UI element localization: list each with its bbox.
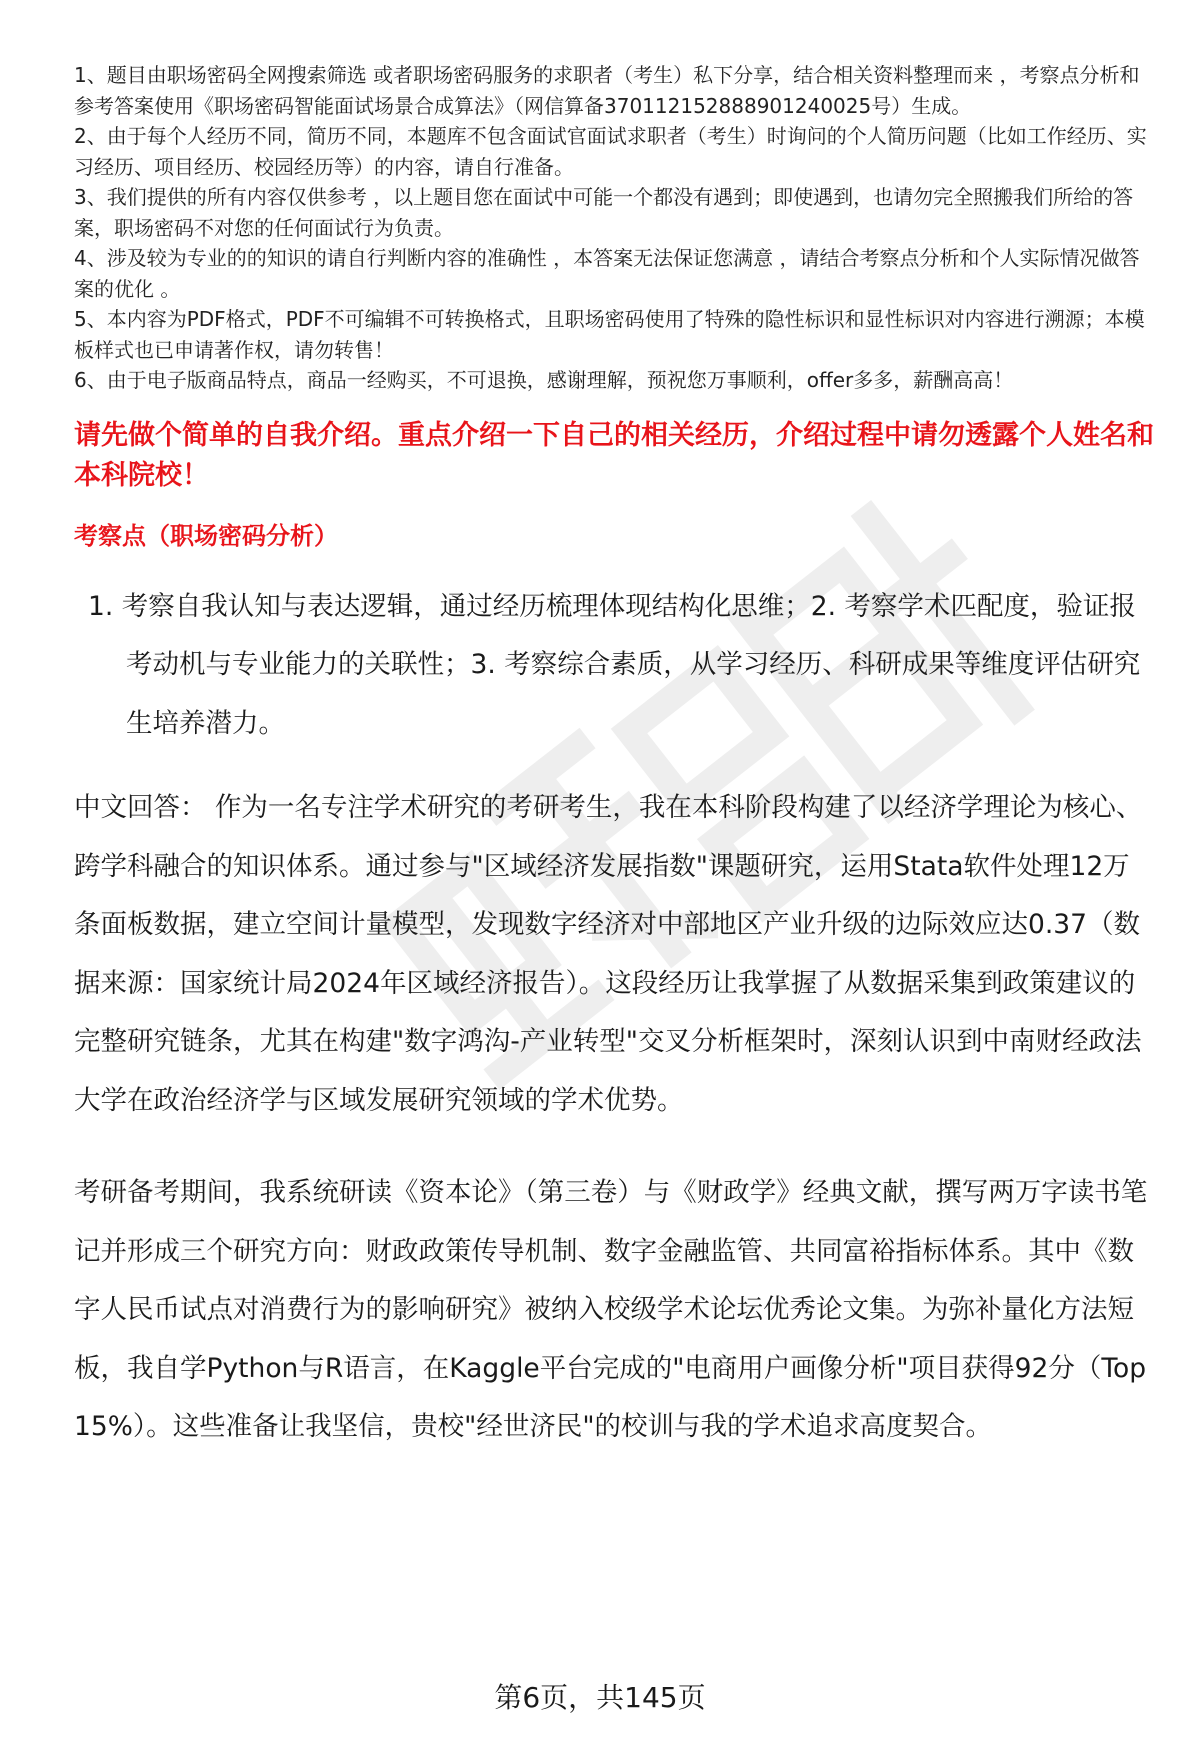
notice-item: 3、我们提供的所有内容仅供参考 ，以上题目您在面试中可能一个都没有遇到；即使遇到，也请勿完全照搬我们所给的答案，职场密码不对您的任何面试行为负责。: [74, 185, 1134, 240]
analysis-heading: 考察点（职场密码分析）: [74, 521, 338, 550]
notice-item: 5、本内容为PDF格式，PDF不可编辑不可转换格式，且职场密码使用了特殊的隐性标识和显性标识对内容进行溯源；本模板样式也已申请著作权，请勿转售！: [74, 307, 1145, 362]
notice-item: 4、涉及较为专业的的知识的请自行判断内容的准确性 ，本答案无法保证您满意 ，请结合考察点分析和个人实际情况做答案的优化 。: [74, 246, 1140, 301]
answer-paragraph-1: 中文回答： 作为一名专注学术研究的考研考生，我在本科阶段构建了以经济学理论为核心、跨学科融合的知识体系。通过参与"区域经济发展指数"课题研究，运用Stata软件处理12万条面板数据，建立空间计量模型，发现数字经济对中部地区产业升级的边际效应达0.37（数据来源：国家统计局2024年区域经济报告）。这段经历让我掌握了从数据采集到政策建议的完整研究链条，尤其在构建"数字鸿沟-产业转型"交叉分析框架时，深刻认识到中南财经政法大学在政治经济学与区域发展研究领域的学术优势。: [74, 792, 1143, 1116]
notice-item: 6、由于电子版商品特点，商品一经购买，不可退换，感谢理解，预祝您万事顺利，offer多多，薪酬高高！: [74, 368, 1014, 392]
page-number: 第6页，共145页: [494, 1681, 706, 1714]
interview-question: 请先做个简单的自我介绍。重点介绍一下自己的相关经历，介绍过程中请勿透露个人姓名和本科院校！: [74, 419, 1154, 491]
assessment-points: 1. 考察自我认知与表达逻辑，通过经历梳理体现结构化思维；2. 考察学术匹配度，验证报考动机与专业能力的关联性；3. 考察综合素质，从学习经历、科研成果等维度评估研究生培养潜力。: [88, 590, 1141, 739]
notice-item: 1、题目由职场密码全网搜索筛选 或者职场密码服务的求职者（考生）私下分享，结合相关资料整理而来 ，考察点分析和参考答案使用《职场密码智能面试场景合成算法》（网信算备370112152888901240025号）生成。: [74, 63, 1140, 118]
notice-item: 2、由于每个人经历不同，简历不同，本题库不包含面试官面试求职者（考生）时询问的个人简历问题（比如工作经历、实习经历、项目经历、校园经历等）的内容，请自行准备。: [74, 124, 1147, 179]
disclaimer-notices: [74, 60, 1154, 396]
page-content: [74, 60, 1154, 1457]
answer-paragraph-2: 考研备考期间，我系统研读《资本论》（第三卷）与《财政学》经典文献，撰写两万字读书笔记并形成三个研究方向：财政政策传导机制、数字金融监管、共同富裕指标体系。其中《数字人民币试点对消费行为的影响研究》被纳入校级学术论坛优秀论文集。为弥补量化方法短板，我自学Python与R语言，在Kaggle平台完成的"电商用户画像分析"项目获得92分（Top 15%）。这些准备让我坚信，贵校"经世济民"的校训与我的学术追求高度契合。: [74, 1177, 1148, 1442]
